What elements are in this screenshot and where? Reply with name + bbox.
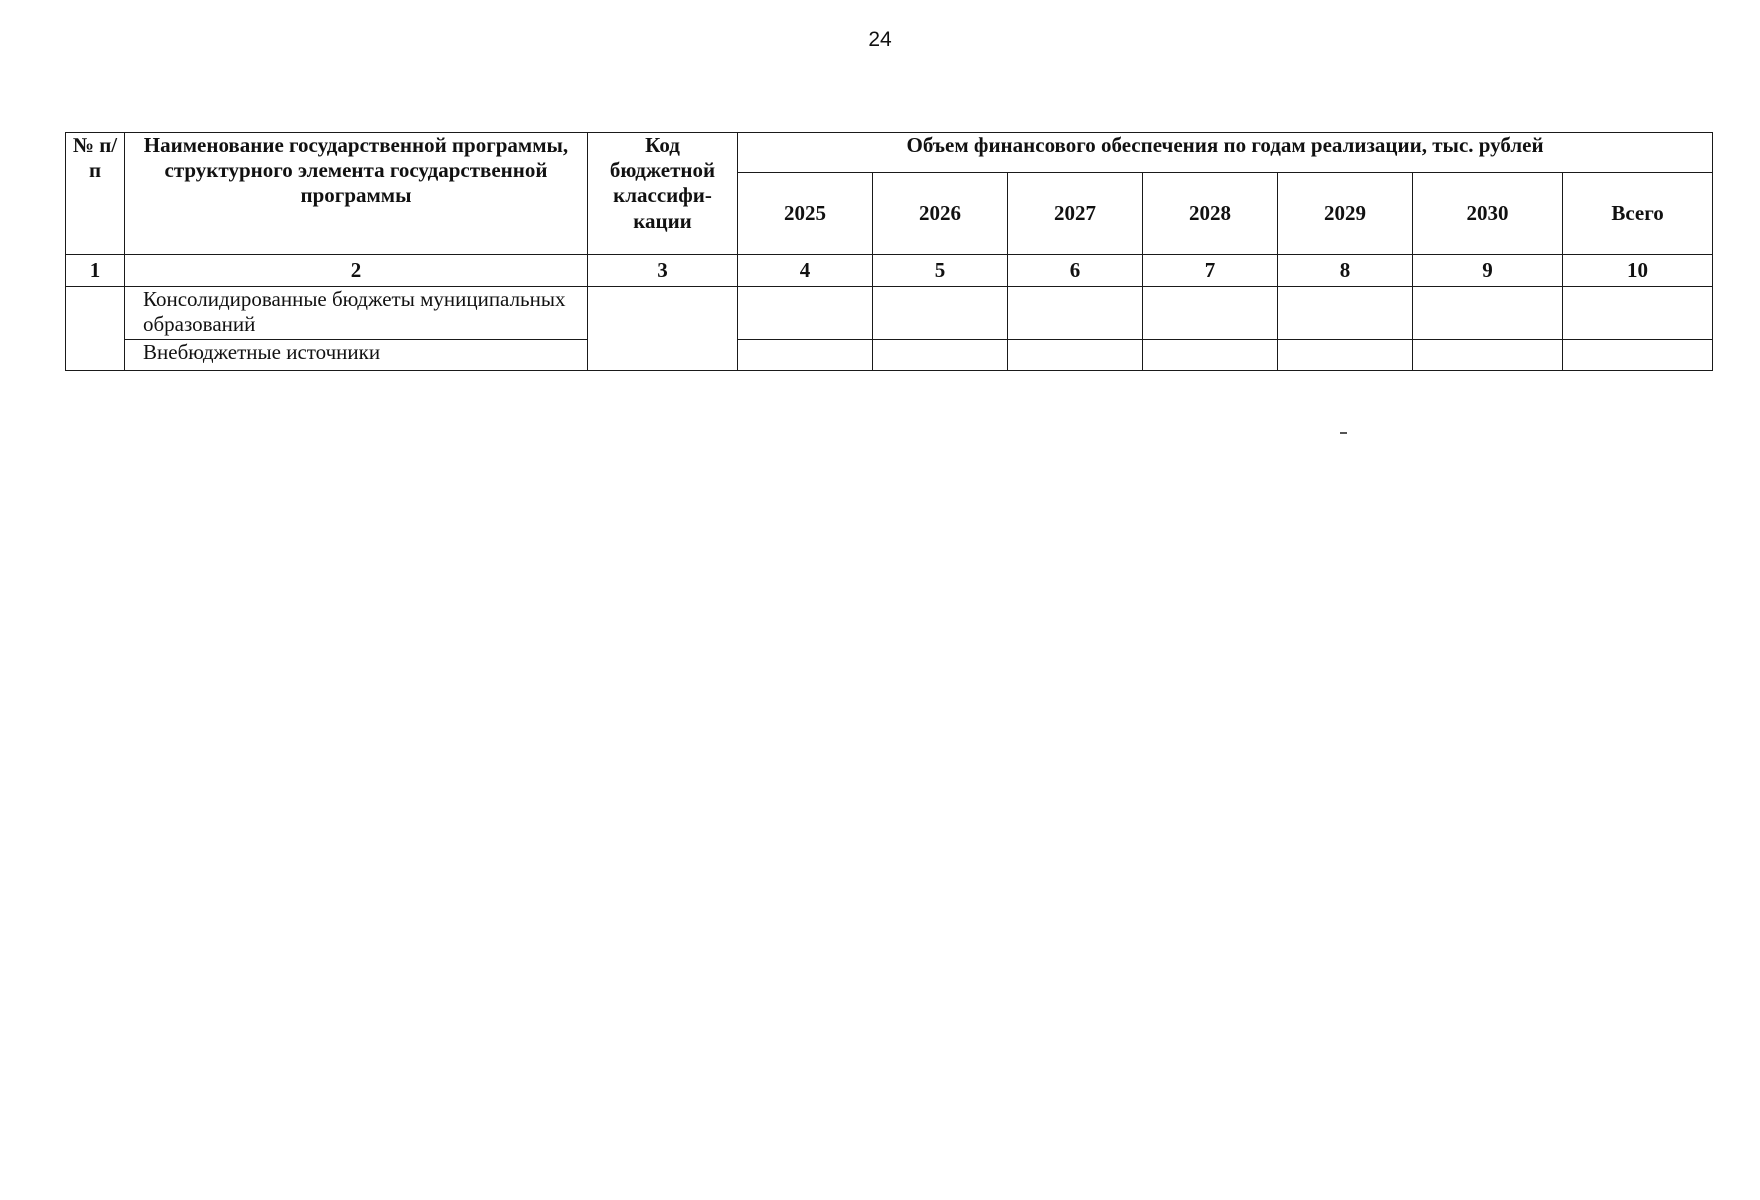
header-year-2028: 2028 <box>1143 173 1278 255</box>
header-volume-group: Объем финансового обеспечения по годам реализации, тыс. рублей <box>738 133 1713 173</box>
value-cell <box>1563 340 1713 371</box>
column-number: 3 <box>588 255 738 287</box>
header-total: Всего <box>1563 173 1713 255</box>
row-num-cell <box>66 287 125 371</box>
header-year-2029: 2029 <box>1278 173 1413 255</box>
value-cell <box>1278 287 1413 340</box>
row-name-cell: Внебюджетные источники <box>125 340 588 371</box>
header-code: Код бюджетной классифи-кации <box>588 133 738 255</box>
column-number: 5 <box>873 255 1008 287</box>
header-name: Наименование государственной программы, структурного элемента государственной программы <box>125 133 588 255</box>
row-code-cell <box>588 287 738 371</box>
header-year-2026: 2026 <box>873 173 1008 255</box>
column-number: 1 <box>66 255 125 287</box>
value-cell <box>1278 340 1413 371</box>
header-year-2030: 2030 <box>1413 173 1563 255</box>
column-number: 8 <box>1278 255 1413 287</box>
header-year-2025: 2025 <box>738 173 873 255</box>
table-row <box>66 340 1713 371</box>
column-number: 2 <box>125 255 588 287</box>
value-cell <box>1413 340 1563 371</box>
value-cell <box>1008 340 1143 371</box>
value-cell <box>1143 340 1278 371</box>
value-cell <box>873 340 1008 371</box>
value-cell <box>1563 287 1713 340</box>
value-cell <box>738 340 873 371</box>
table-row <box>66 287 1713 340</box>
column-number: 6 <box>1008 255 1143 287</box>
value-cell <box>1143 287 1278 340</box>
column-number: 10 <box>1563 255 1713 287</box>
column-number-row <box>66 255 1713 287</box>
header-num: № п/п <box>66 133 125 255</box>
scan-speck <box>1340 432 1347 434</box>
value-cell <box>873 287 1008 340</box>
header-year-2027: 2027 <box>1008 173 1143 255</box>
financing-table <box>65 132 1713 371</box>
value-cell <box>738 287 873 340</box>
page-number: 24 <box>868 28 892 51</box>
column-number: 4 <box>738 255 873 287</box>
column-number: 9 <box>1413 255 1563 287</box>
value-cell <box>1413 287 1563 340</box>
row-name-cell: Консолидированные бюджеты муниципальных образований <box>125 287 588 340</box>
value-cell <box>1008 287 1143 340</box>
column-number: 7 <box>1143 255 1278 287</box>
